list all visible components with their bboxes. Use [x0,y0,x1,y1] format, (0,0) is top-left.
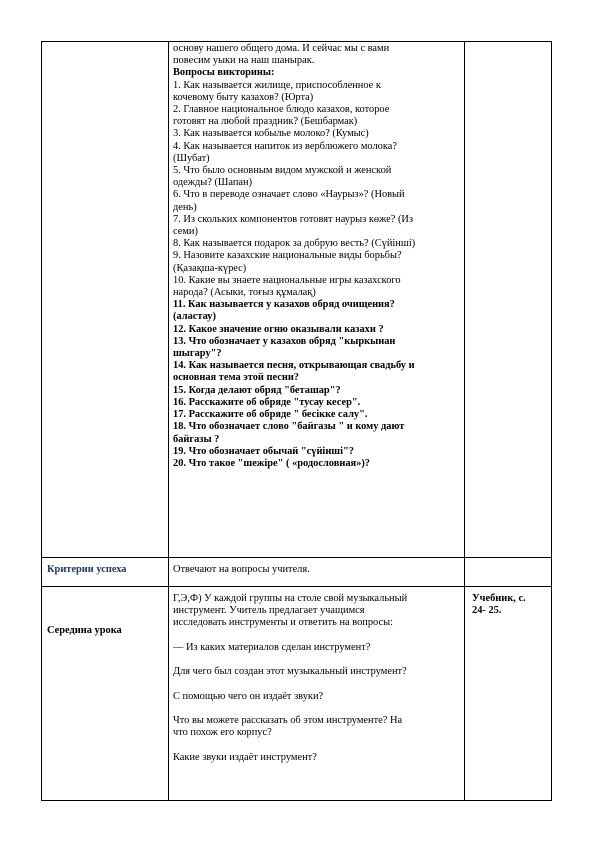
quiz-questions-list [173,80,461,300]
quiz-question-line: 9. Назовите казахские национальные виды борьбы? [173,250,402,262]
intro-text [173,43,461,67]
text-line: инструмент. Учитель предлагает учащимся [173,605,365,617]
text-line: Для чего был создан этот музыкальный инструмент? [173,666,407,678]
text-line: повесим уыки на наш шанырак. [173,55,315,67]
text-line: Г,Э,Ф) У каждой группы на столе свой музыкальный [173,593,408,604]
column-border-2 [464,41,465,801]
quiz-question-line: 2. Главное национальное блюдо казахов, которое [173,104,390,116]
quiz-question-line: (аластау) [173,311,216,323]
quiz-question-line: 11. Как называется у казахов обряд очищения? [173,299,395,311]
quiz-question-line: готовят на любой праздник? (Бешбармак) [173,116,358,128]
quiz-question-line: байгазы ? [173,433,220,445]
text-line: что похож его корпус? [173,727,272,739]
table-right-border [551,41,552,801]
quiz-question-line: кочевому быту казахов? (Юрта) [173,91,314,103]
table-top-border [41,41,552,42]
column-border-1 [168,41,169,801]
quiz-question-line: семи) [173,226,198,238]
lesson-plan-table [41,41,552,801]
middle-of-lesson-content [173,593,461,764]
text-line: Что вы можете рассказать об этом инструменте? На [173,714,403,726]
text-line [173,703,461,715]
quiz-question-line: 15. Когда делают обряд "беташар"? [173,384,341,396]
row-border-middle [41,586,552,587]
text-line [173,678,461,690]
text-line: основу нашего общего дома. И сейчас мы с вами [173,43,390,54]
text-line [173,654,461,666]
quiz-question-line: основная тема этой песни? [173,372,300,384]
row-border-criteria [41,557,552,558]
text-line: исследовать инструменты и ответить на вопросы: [173,617,393,629]
quiz-questions-bold-list [173,299,461,470]
quiz-question-line: 7. Из скольких компонентов готовят наурыз көже? (Из [173,213,414,225]
quiz-question-line: 5. Что было основным видом мужской и женской [173,165,392,177]
quiz-question-line: 3. Как называется кобылье молоко? (Кумыс) [173,128,369,140]
quiz-question-line: 16. Расскажите об обряде "тусау кесер". [173,396,361,408]
text-line [173,630,461,642]
text-line: — Из каких материалов сделан инструмент? [173,641,371,653]
quiz-question-line: 14. Как называется песня, открывающая свадьбу и [173,360,415,372]
quiz-question-line: 10. Какие вы знаете национальные игры казахского [173,274,401,286]
criteria-label: Критерии успеха [47,564,127,575]
quiz-question-line: (Шубат) [173,152,210,164]
quiz-question-line: 8. Как называется подарок за добрую весть? (Сүйінші) [173,238,416,250]
quiz-question-line: 20. Что такое "шежіре" ( «родословная»)? [173,457,371,469]
resource-line: Учебник, с. [472,593,526,604]
quiz-question-line: 18. Что обозначает слово "байгазы " и кому дают [173,421,405,433]
middle-of-lesson-label: Середина урока [47,625,122,636]
table-bottom-border [41,800,552,801]
quiz-question-line: 6. Что в переводе означает слово «Наурыз»? (Новый [173,189,405,201]
quiz-question-line: шыгару"? [173,348,222,360]
quiz-question-line: (Қазақша-күрес) [173,262,247,274]
quiz-question-line: народа? (Асыки, тоғыз құмалақ) [173,287,316,299]
quiz-heading: Вопросы викторины: [173,67,275,79]
quiz-question-line: одежды? (Шапан) [173,177,253,189]
resources-cell [472,593,550,617]
quiz-question-line: день) [173,201,197,213]
criteria-text: Отвечают на вопросы учителя. [173,564,310,575]
quiz-question-line: 17. Расскажите об обряде " бесікке салу". [173,409,368,421]
resource-line: 24- 25. [472,605,502,617]
quiz-content-cell [173,43,461,470]
table-left-border [41,41,42,801]
quiz-question-line: 13. Что обозначает у казахов обряд "кыркынан [173,335,396,347]
text-line: Какие звуки издаёт инструмент? [173,751,317,763]
quiz-question-line: 19. Что обозначает обычай "сүйінші"? [173,445,354,457]
text-line [173,739,461,751]
text-line: С помощью чего он издаёт звуки? [173,690,324,702]
quiz-question-line: 12. Какое значение огню оказывали казахи ? [173,323,384,335]
quiz-question-line: 4. Как называется напиток из верблюжего молока? [173,140,397,152]
quiz-question-line: 1. Как называется жилище, приспособленное к [173,79,381,91]
